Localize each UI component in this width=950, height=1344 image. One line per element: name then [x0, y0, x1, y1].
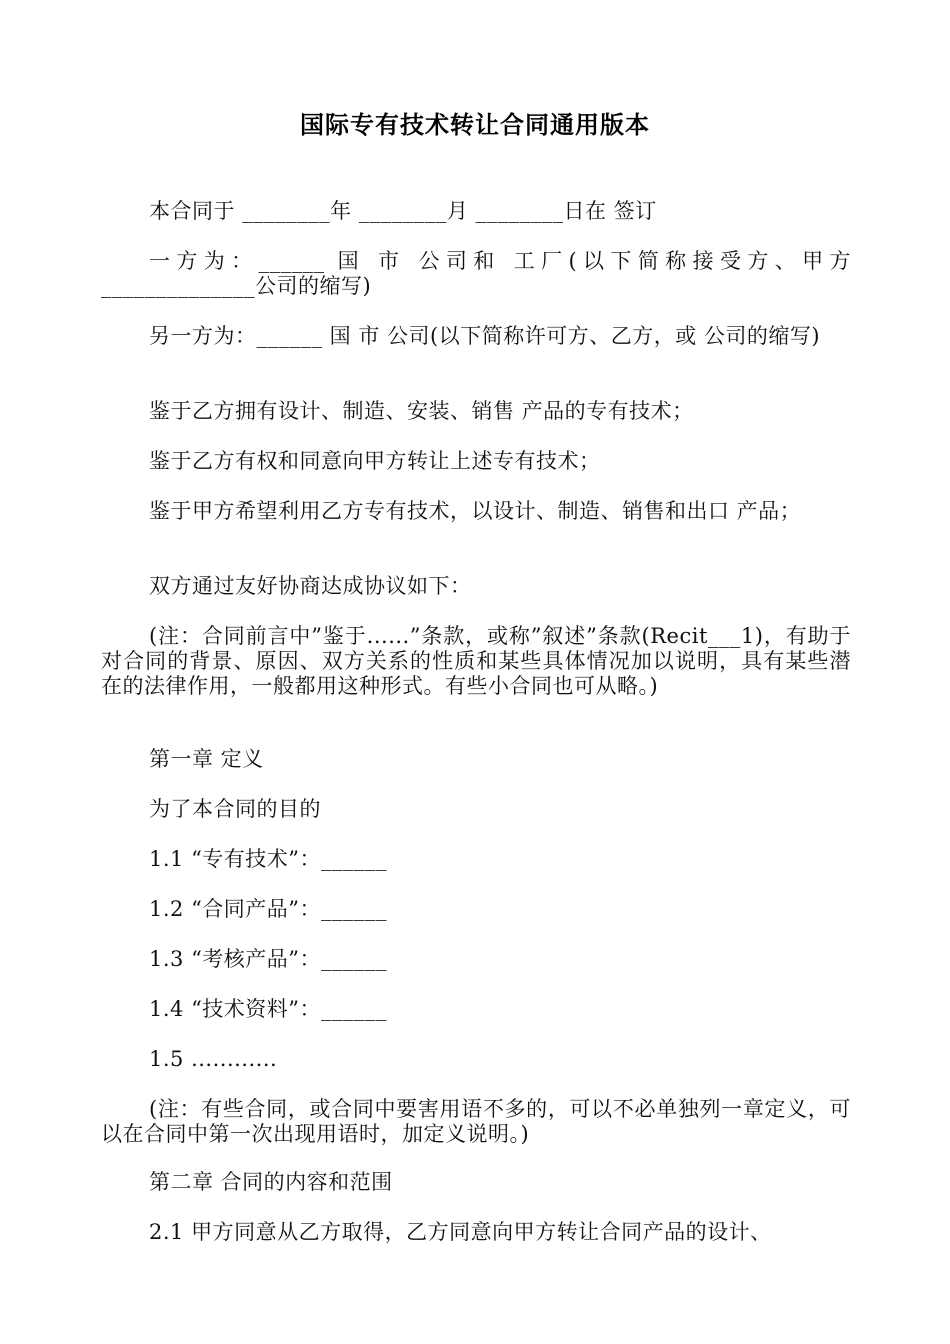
paragraph-signing-date: 本合同于 ________年 ________月 ________日在 签订	[149, 199, 657, 223]
definition-1-2: 1.2 “合同产品”：______	[149, 897, 388, 921]
paragraph-whereas-3: 鉴于甲方希望利用乙方专有技术，以设计、制造、销售和出口 产品；	[149, 499, 802, 523]
paragraph-agreement: 双方通过友好协商达成协议如下：	[149, 574, 472, 598]
paragraph-party-b: 另一方为：______ 国 市 公司(以下简称许可方、乙方，或 公司的缩写)	[149, 324, 821, 348]
definition-1-5: 1.5 ............	[149, 1047, 278, 1071]
clause-2-1: 2.1 甲方同意从乙方取得，乙方同意向甲方转让合同产品的设计、	[149, 1220, 772, 1244]
definition-1-4: 1.4 “技术资料”：______	[149, 997, 388, 1021]
paragraph-purpose: 为了本合同的目的	[149, 797, 321, 821]
definition-1-1: 1.1 “专有技术”：______	[149, 847, 388, 871]
paragraph-whereas-1: 鉴于乙方拥有设计、制造、安装、销售 产品的专有技术；	[149, 399, 694, 423]
paragraph-note-preamble: (注：合同前言中”鉴于......”条款，或称”叙述”条款(Recit___1)，有助于对合同的背景、原因、双方关系的性质和某些具体情况加以说明，具有某些潜在的法律作用，一般都用这种形式。有些小合同也可从略。)	[101, 624, 851, 698]
chapter-1-heading: 第一章 定义	[149, 747, 264, 771]
paragraph-note-definitions: (注：有些合同，或合同中要害用语不多的，可以不必单独列一章定义，可以在合同中第一次出现用语时，加定义说明。)	[101, 1097, 851, 1146]
chapter-2-heading: 第二章 合同的内容和范围	[149, 1170, 393, 1194]
paragraph-whereas-2: 鉴于乙方有权和同意向甲方转让上述专有技术；	[149, 449, 601, 473]
paragraph-party-a: 一方为：______ 国 市 公司和 工厂(以下简称接受方、甲方______________公司的缩写)	[101, 249, 851, 298]
document-title: 国际专有技术转让合同通用版本	[300, 111, 650, 139]
definition-1-3: 1.3 “考核产品”：______	[149, 947, 388, 971]
